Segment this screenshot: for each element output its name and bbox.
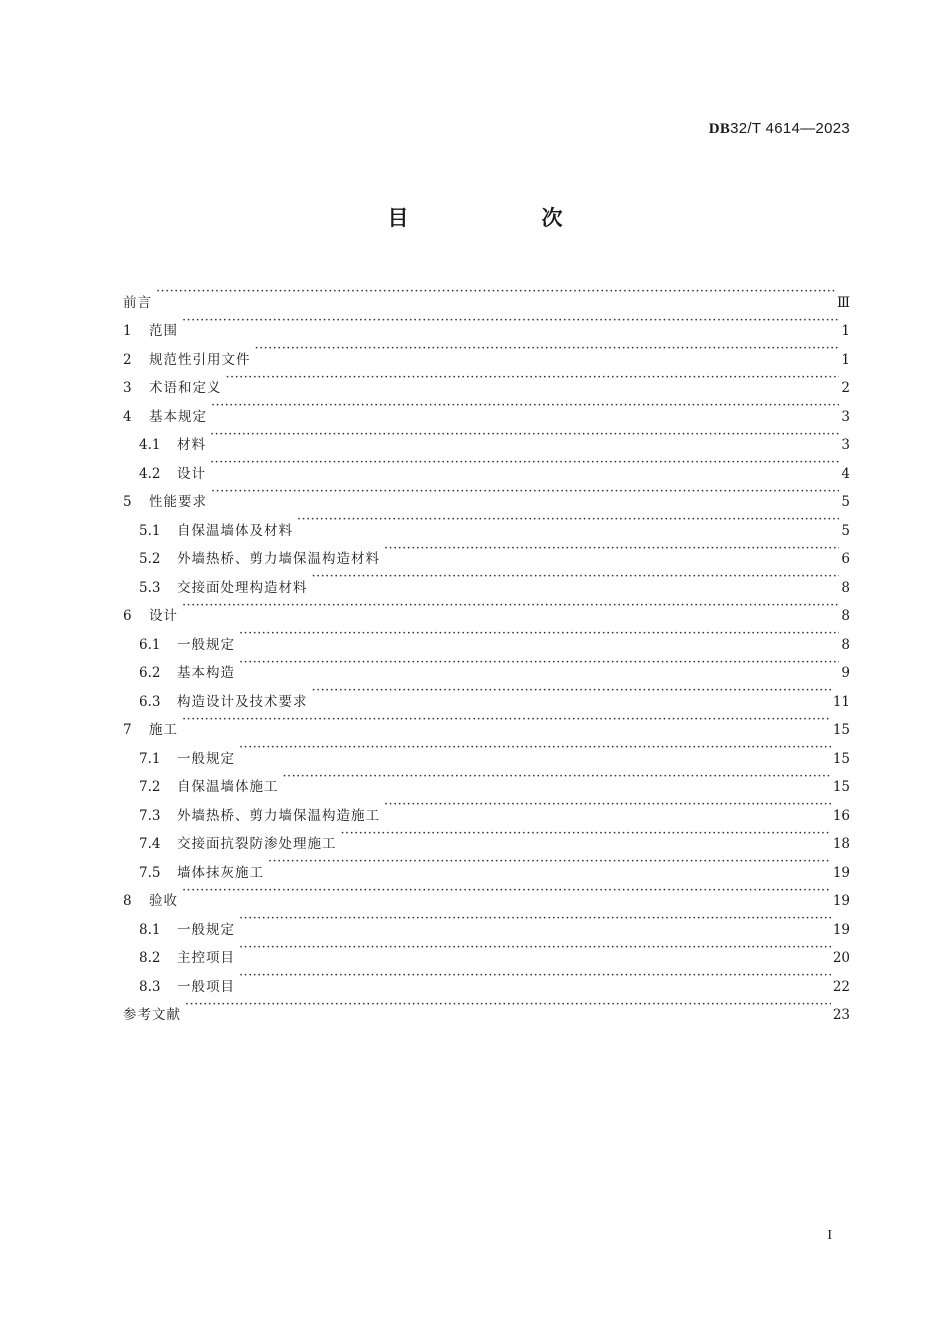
toc-leader-dots <box>384 535 839 564</box>
toc-entry[interactable] <box>123 364 850 396</box>
toc-entry-label: 基本构造 <box>177 665 235 681</box>
toc-entry-page: 19 <box>832 921 850 938</box>
toc-entry-page: 9 <box>841 665 850 681</box>
toc-entry-number: 7.5 <box>139 864 161 881</box>
toc-entry-number: 5.1 <box>139 522 161 539</box>
toc-entry[interactable] <box>123 877 850 909</box>
toc-entry-page: 5 <box>841 522 850 539</box>
toc-entry-page: 3 <box>841 437 850 453</box>
toc-entry[interactable] <box>123 506 850 539</box>
document-code-prefix: DB <box>708 121 731 137</box>
toc-entry[interactable] <box>123 278 850 311</box>
toc-entry-label: 设计 <box>149 608 178 624</box>
document-code <box>709 120 850 138</box>
document-code-number: 32/T 4614—2023 <box>730 120 850 137</box>
toc-leader-dots <box>182 706 831 735</box>
toc-entry-page: 8 <box>841 608 850 624</box>
toc-entry-label: 外墙热桥、剪力墙保温构造材料 <box>177 551 380 567</box>
toc-leader-dots <box>182 877 831 906</box>
toc-leader-dots <box>226 364 840 393</box>
toc-leader-dots <box>297 506 839 535</box>
toc-entry-label: 术语和定义 <box>149 380 222 396</box>
toc-entry-label: 交接面抗裂防渗处理施工 <box>177 836 337 852</box>
toc-entry-number: 7.2 <box>139 779 161 795</box>
toc-entry-label: 性能要求 <box>149 494 207 510</box>
toc-entry-page: 22 <box>832 978 850 995</box>
toc-leader-dots <box>255 335 840 364</box>
toc-entry-label: 墙体抹灰施工 <box>177 864 264 881</box>
toc-entry-page: 16 <box>832 807 850 824</box>
toc-entry-page: 19 <box>832 864 850 881</box>
toc-entry-page: 19 <box>832 893 850 909</box>
page-title: 目 次 <box>387 206 619 230</box>
toc-entry-number: 5 <box>123 494 132 510</box>
toc-leader-dots <box>156 278 835 307</box>
toc-entry-label: 验收 <box>149 893 178 909</box>
toc-leader-dots <box>239 905 831 934</box>
toc-entry-page: 15 <box>832 722 850 738</box>
table-of-contents <box>123 278 850 1023</box>
toc-leader-dots <box>239 734 831 763</box>
toc-entry-page: 5 <box>841 494 850 510</box>
toc-entry-page: 8 <box>841 636 850 653</box>
toc-leader-dots <box>268 848 831 877</box>
toc-entry[interactable] <box>123 478 850 510</box>
toc-entry-page: 15 <box>832 750 850 767</box>
toc-leader-dots <box>210 449 839 478</box>
toc-entry[interactable] <box>123 335 850 368</box>
toc-leader-dots <box>239 934 831 963</box>
toc-entry-label: 主控项目 <box>177 950 235 966</box>
toc-entry[interactable] <box>123 706 850 738</box>
toc-leader-dots <box>239 649 839 678</box>
toc-entry-number: 1 <box>123 323 132 339</box>
toc-leader-dots <box>341 820 831 849</box>
toc-entry-number: 4.2 <box>139 465 161 482</box>
toc-entry-label: 构造设计及技术要求 <box>177 693 308 710</box>
toc-entry-number: 7 <box>123 722 132 738</box>
toc-entry-number: 5.3 <box>139 579 161 596</box>
toc-entry-number: 7.3 <box>139 807 161 824</box>
toc-entry-page: 15 <box>832 779 850 795</box>
toc-leader-dots <box>283 763 831 792</box>
toc-entry-label: 一般项目 <box>177 978 235 995</box>
toc-leader-dots <box>182 307 839 336</box>
toc-entry-label: 外墙热桥、剪力墙保温构造施工 <box>177 807 380 824</box>
toc-entry-label: 基本规定 <box>149 408 207 425</box>
toc-entry-number: 6.3 <box>139 693 161 710</box>
toc-entry-number: 6.1 <box>139 636 161 653</box>
toc-entry-page: 1 <box>841 323 850 339</box>
toc-entry-page: 20 <box>832 950 850 966</box>
toc-entry[interactable] <box>123 392 850 425</box>
toc-entry[interactable] <box>123 307 850 339</box>
toc-entry-page: 2 <box>841 380 850 396</box>
toc-entry[interactable] <box>123 620 850 653</box>
toc-entry-label: 材料 <box>177 437 206 453</box>
toc-entry-label: 自保温墙体施工 <box>177 779 279 795</box>
toc-entry-number: 2 <box>123 351 132 368</box>
toc-leader-dots <box>210 421 839 450</box>
toc-entry[interactable] <box>123 421 850 453</box>
toc-entry-number: 6 <box>123 608 132 624</box>
toc-leader-dots <box>384 791 831 820</box>
toc-entry[interactable] <box>123 905 850 938</box>
toc-entry-label: 一般规定 <box>177 750 235 767</box>
toc-entry-page: 8 <box>841 579 850 596</box>
toc-entry-number: 5.2 <box>139 551 161 567</box>
toc-entry-label: 一般规定 <box>177 636 235 653</box>
toc-leader-dots <box>211 478 839 507</box>
toc-entry-number: 3 <box>123 380 132 396</box>
toc-entry-page: 23 <box>832 1007 850 1023</box>
toc-entry-number: 8 <box>123 893 132 909</box>
toc-entry-number: 4 <box>123 408 132 425</box>
toc-entry-label: 交接面处理构造材料 <box>177 579 308 596</box>
toc-entry[interactable] <box>123 592 850 624</box>
toc-entry-page: 3 <box>841 408 850 425</box>
toc-leader-dots <box>182 592 839 621</box>
toc-entry-label: 参考文献 <box>123 1007 181 1023</box>
toc-leader-dots <box>185 991 831 1020</box>
toc-entry[interactable] <box>123 734 850 767</box>
toc-entry-page: 6 <box>841 551 850 567</box>
toc-entry-number: 7.1 <box>139 750 161 767</box>
toc-entry[interactable] <box>123 449 850 482</box>
toc-entry-number: 6.2 <box>139 665 161 681</box>
toc-entry-number: 8.1 <box>139 921 161 938</box>
toc-entry-page: 1 <box>841 351 850 368</box>
toc-leader-dots <box>312 677 831 706</box>
toc-entry-label: 一般规定 <box>177 921 235 938</box>
toc-leader-dots <box>239 620 839 649</box>
toc-entry-number: 4.1 <box>139 437 161 453</box>
toc-entry-label: 范围 <box>149 323 178 339</box>
toc-entry-number: 8.3 <box>139 978 161 995</box>
toc-entry-page: Ⅲ <box>836 294 850 311</box>
toc-entry-page: 18 <box>832 836 850 852</box>
toc-leader-dots <box>312 563 840 592</box>
toc-entry-label: 施工 <box>149 722 178 738</box>
page-number: I <box>827 1228 832 1243</box>
toc-entry-number: 7.4 <box>139 836 161 852</box>
toc-entry-number: 8.2 <box>139 950 161 966</box>
toc-entry[interactable] <box>123 991 850 1023</box>
toc-leader-dots <box>211 392 839 421</box>
toc-leader-dots <box>239 962 831 991</box>
toc-entry-label: 设计 <box>177 465 206 482</box>
toc-entry-label: 前言 <box>123 294 152 311</box>
toc-entry-page: 4 <box>841 465 850 482</box>
toc-entry-page: 11 <box>832 693 850 710</box>
toc-entry-label: 自保温墙体及材料 <box>177 522 293 539</box>
toc-entry-label: 规范性引用文件 <box>149 351 251 368</box>
